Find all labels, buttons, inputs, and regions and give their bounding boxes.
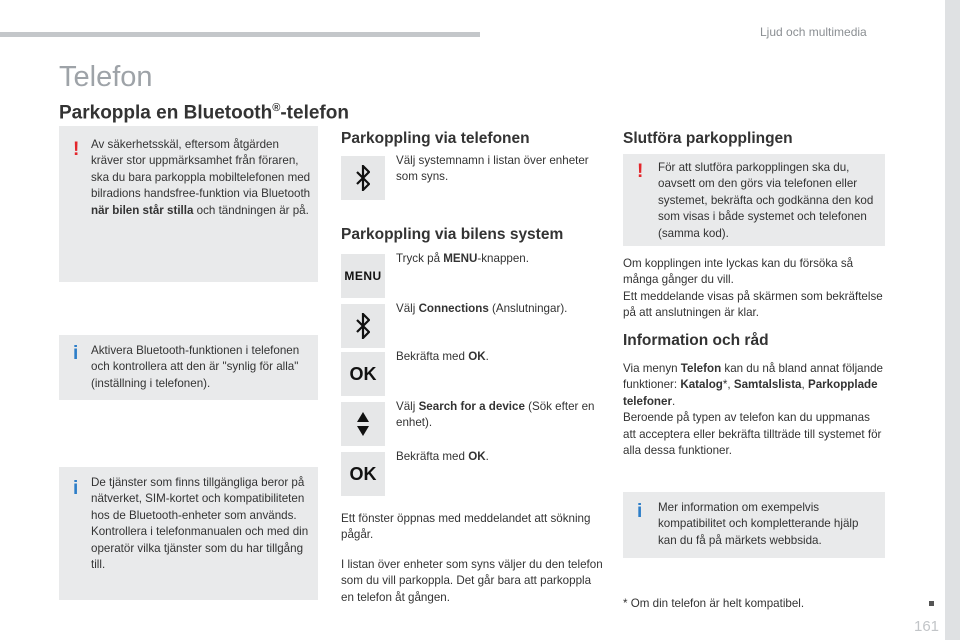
bluetooth-icon [341, 304, 385, 348]
compatibility-footnote: * Om din telefon är helt kompatibel. [623, 597, 805, 610]
step-confirm-ok-2: Bekräfta med OK. [396, 450, 489, 463]
bluetooth-info-text: Aktivera Bluetooth-funktionen i telefonen och kontrollera att den är "synlig för alla" (inställning i telefonen). [91, 344, 300, 390]
menu-functions-text: Via menyn Telefon kan du nå bland annat följande funktioner: Katalog*, Samtalslista, Parkopplade telefoner. Beroende på typen av telefon kan du uppmanas att acceptera eller bekräfta tillträde till systemet för alla dessa funktioner. [623, 362, 883, 458]
ok-icon-label: OK [349, 363, 377, 384]
website-info-box [623, 492, 885, 558]
ok-icon-label: OK [349, 463, 377, 484]
heading-info-advice: Information och råd [623, 332, 769, 349]
page-title: Telefon [59, 61, 153, 93]
page-edge-strip [945, 0, 960, 640]
retry-info-text: Om kopplingen inte lyckas kan du försöka så många gånger du vill. Ett meddelande visas på skärmen som bekräftelse på att anslutningen är klar. [623, 257, 883, 320]
code-warning-text: För att slutföra parkopplingen ska du, oavsett om den görs via telefonen eller systemet, bekräfta och godkänna den kod som visas i både systemet och telefonen (samma kod). [658, 161, 874, 240]
heading-complete-pairing: Slutföra parkopplingen [623, 130, 793, 147]
select-phone-text: I listan över enheter som syns väljer du den telefon som du vill parkoppla. Det går bara att parkoppla en telefon åt gången. [341, 558, 603, 604]
page-subtitle: Parkoppla en Bluetooth®-telefon [59, 102, 349, 124]
info-icon: i [73, 343, 79, 364]
ok-button-icon [341, 452, 385, 496]
warning-icon: ! [73, 139, 80, 160]
info-icon: i [637, 501, 643, 522]
menu-icon-label: MENU [344, 269, 382, 283]
page-number: 161 [914, 618, 940, 635]
step-menu: Tryck på MENU-knappen. [396, 252, 529, 265]
step-search-device: Välj Search for a device (Sök efter en enhet). [396, 400, 595, 430]
step-confirm-ok: Bekräfta med OK. [396, 350, 489, 363]
search-message-text: Ett fönster öppnas med meddelandet att sökning pågår. [341, 512, 591, 542]
warning-icon: ! [637, 161, 644, 182]
ok-button-icon [341, 352, 385, 396]
code-warning-box [623, 154, 885, 246]
step-connections: Välj Connections (Anslutningar). [396, 302, 568, 315]
safety-warning-text: Av säkerhetsskäl, eftersom åtgärden kräver stor uppmärksamhet från föraren, ska du bara parkoppla mobiltelefonen med bilradions handsfree-funktion via Bluetooth när bilen står stilla och tändningen är på. [91, 138, 311, 217]
bluetooth-icon [341, 156, 385, 200]
up-down-arrows-icon [341, 402, 385, 446]
heading-system-pairing: Parkoppling via bilens system [341, 226, 564, 243]
header-bar [0, 32, 480, 37]
menu-button-icon [341, 254, 385, 298]
website-info-text: Mer information om exempelvis kompatibilitet och kompletterande hjälp kan du få på märkets webbsida. [658, 501, 859, 547]
step-phone-select: Välj systemnamn i listan över enheter som syns. [396, 154, 589, 184]
info-icon: i [73, 478, 79, 499]
bluetooth-info-box [59, 335, 318, 400]
section-label: Ljud och multimedia [760, 25, 867, 39]
services-info-box [59, 467, 318, 600]
safety-warning-box [59, 126, 318, 282]
services-info-text: De tjänster som finns tillgängliga beror på nätverket, SIM-kortet och kompatibiliteten hos de Bluetooth-enheter som används. Kontrollera i telefonmanualen och med din operatör vilka tjänster som du har tillgång till. [91, 476, 309, 572]
continue-marker [929, 601, 934, 606]
heading-phone-pairing: Parkoppling via telefonen [341, 130, 530, 147]
